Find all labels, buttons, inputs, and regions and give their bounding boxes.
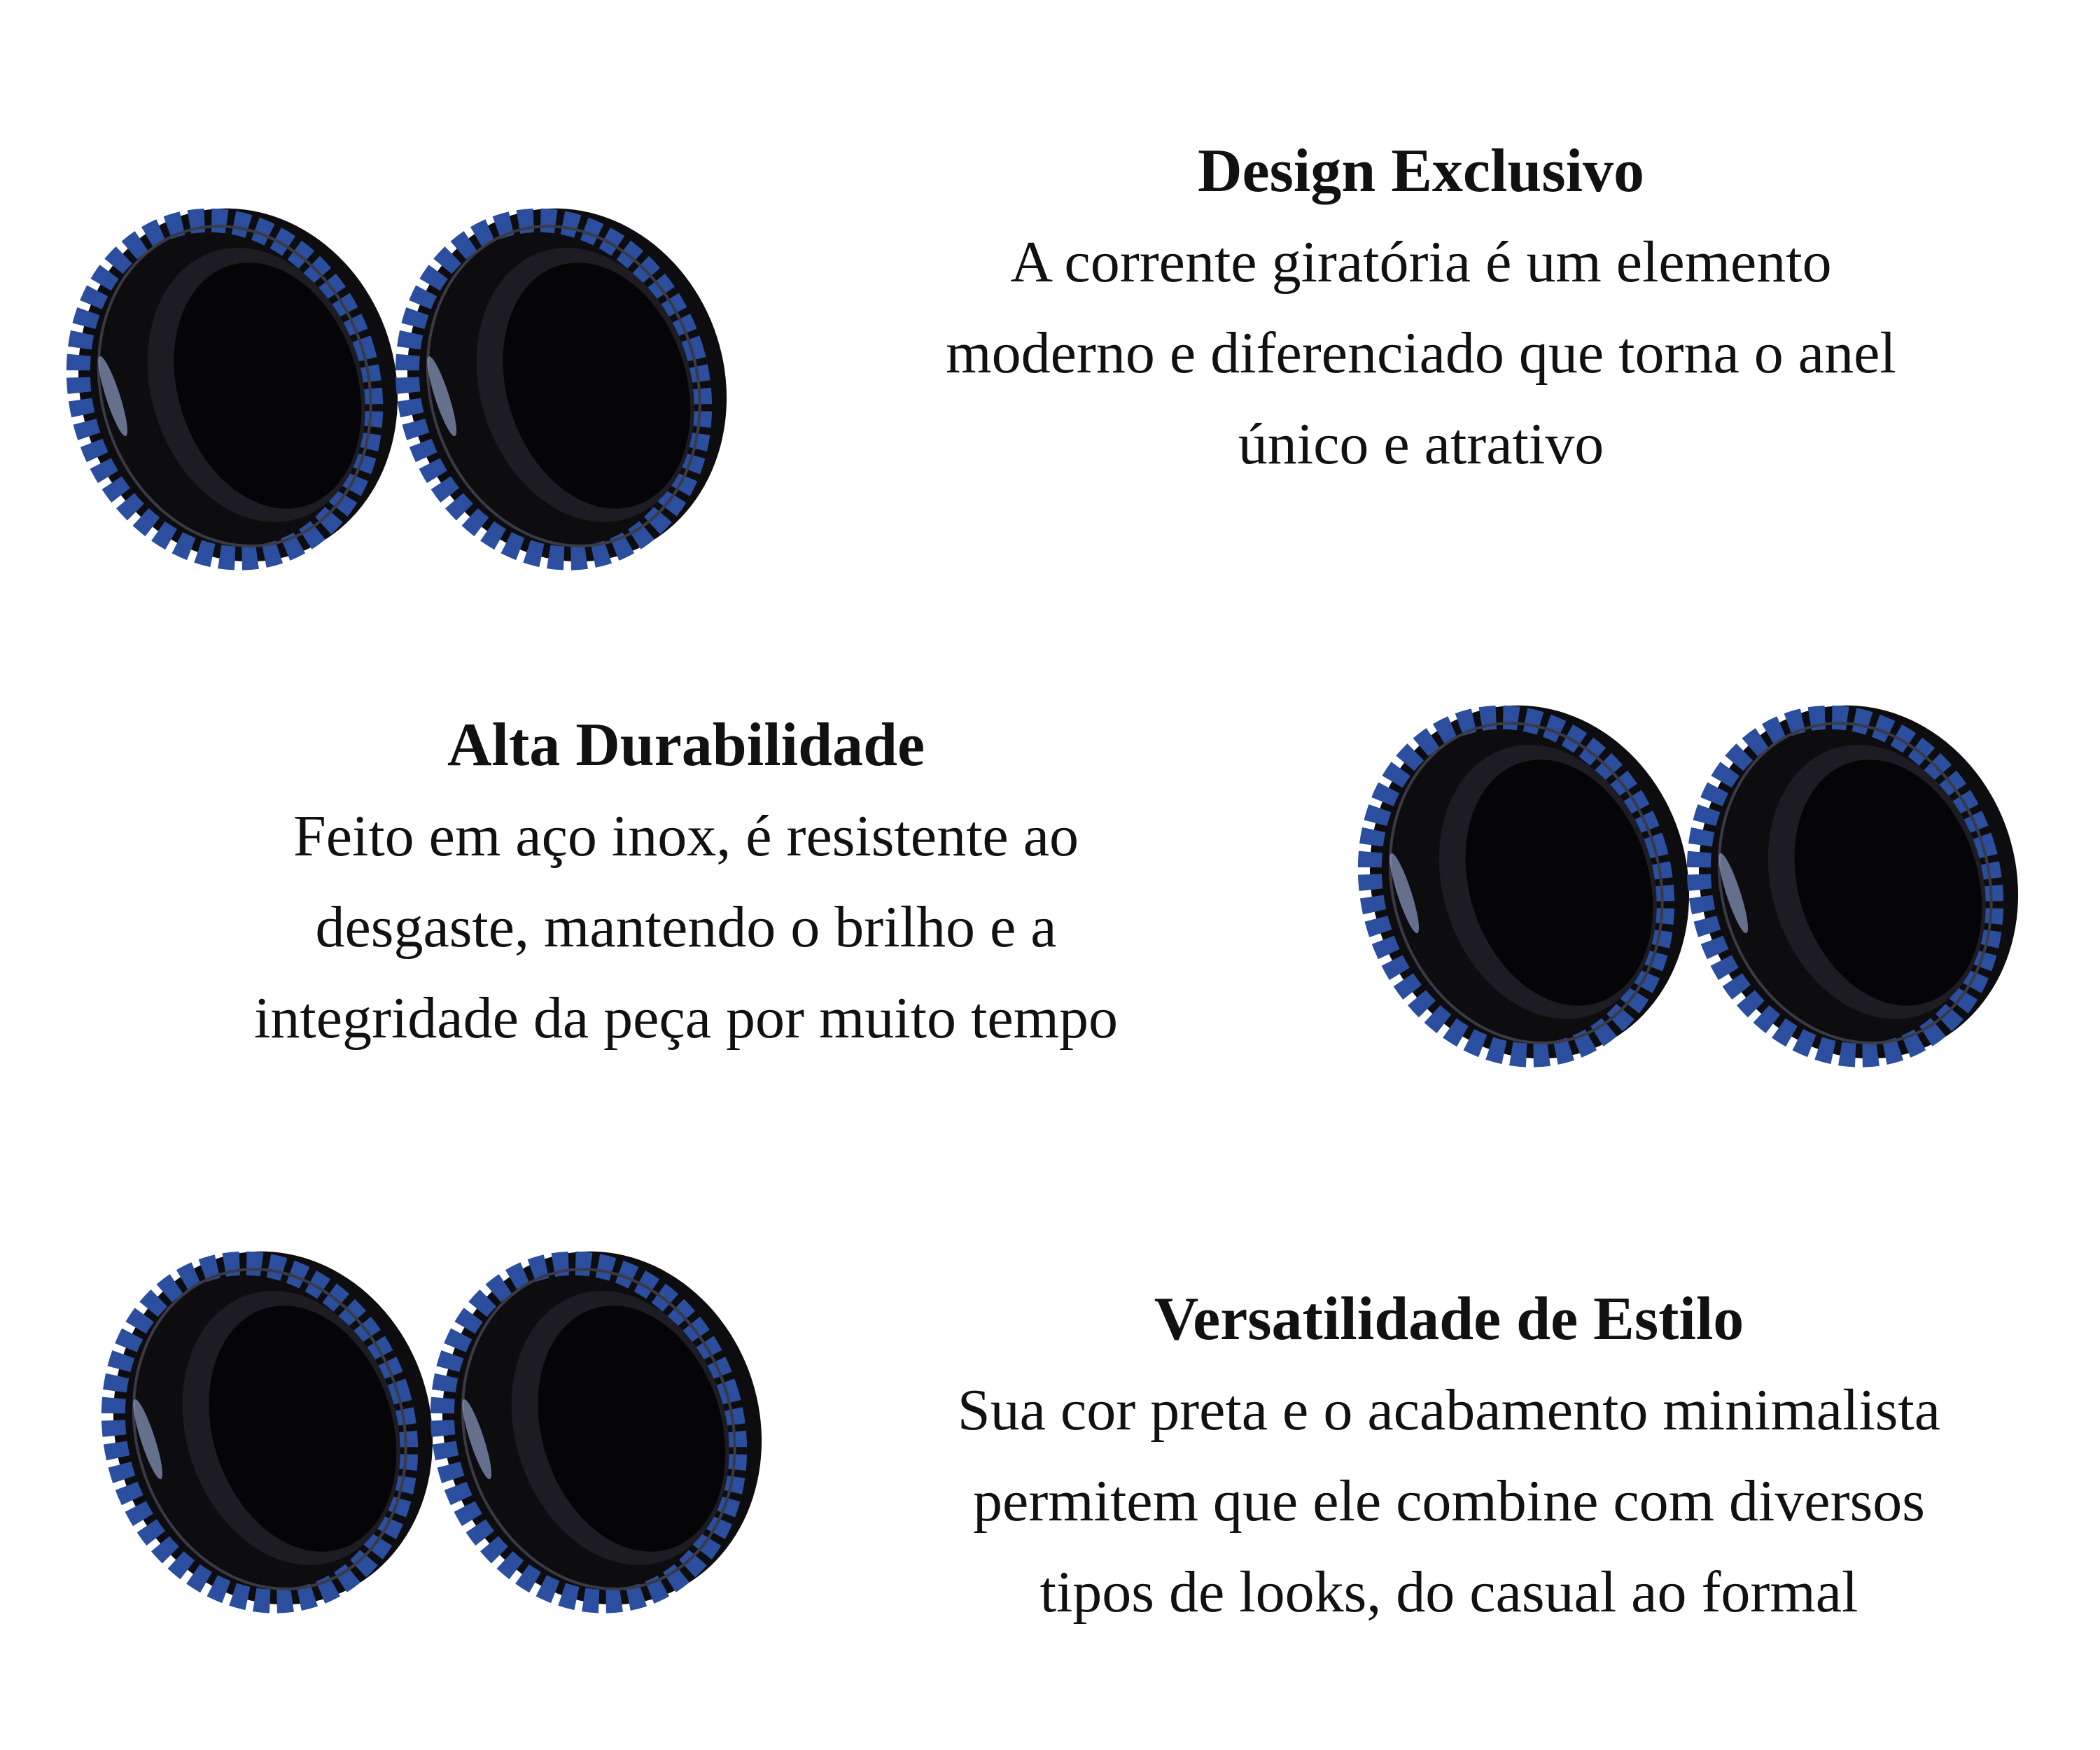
ring-left — [63, 189, 443, 581]
feature-text — [826, 126, 2016, 490]
ring-right — [397, 1232, 777, 1624]
feature-text — [119, 700, 1253, 1064]
feature-section-versatility — [0, 1155, 2100, 1750]
ring-pair-image — [1354, 686, 2033, 1078]
ring-pair-drawing — [98, 1232, 777, 1624]
ring-pair-drawing — [1354, 686, 2033, 1078]
feature-desc-line: A corrente giratória é um elemento — [1010, 230, 1832, 295]
feature-desc-line: integridade da peça por muito tempo — [254, 986, 1118, 1051]
feature-desc-line: Sua cor preta e o acabamento minimalista — [957, 1378, 1941, 1443]
ring-left — [1354, 686, 1735, 1078]
feature-desc-line: desgaste, mantendo o brilho e a — [315, 895, 1057, 960]
ring-right — [362, 189, 742, 581]
feature-desc-line: moderno e diferenciado que torna o anel — [946, 321, 1896, 386]
feature-desc-line: permitem que ele combine com diversos — [973, 1469, 1925, 1534]
feature-desc-line: único e atrativo — [1238, 412, 1604, 477]
feature-desc-line: Feito em aço inox, é resistente ao — [293, 804, 1079, 869]
ring-pair-image — [63, 189, 742, 581]
feature-section-durability — [0, 595, 2100, 1155]
feature-title: Design Exclusivo — [1197, 137, 1645, 205]
feature-text — [826, 1274, 2072, 1638]
ring-pair-image — [98, 1232, 777, 1624]
feature-title: Versatilidade de Estilo — [1154, 1285, 1744, 1353]
ring-pair-drawing — [63, 189, 742, 581]
ring-right — [1653, 686, 2033, 1078]
feature-section-design — [0, 0, 2100, 595]
feature-desc-line: tipos de looks, do casual ao formal — [1040, 1560, 1858, 1625]
feature-title: Alta Durabilidade — [447, 711, 925, 779]
ring-left — [98, 1232, 478, 1624]
